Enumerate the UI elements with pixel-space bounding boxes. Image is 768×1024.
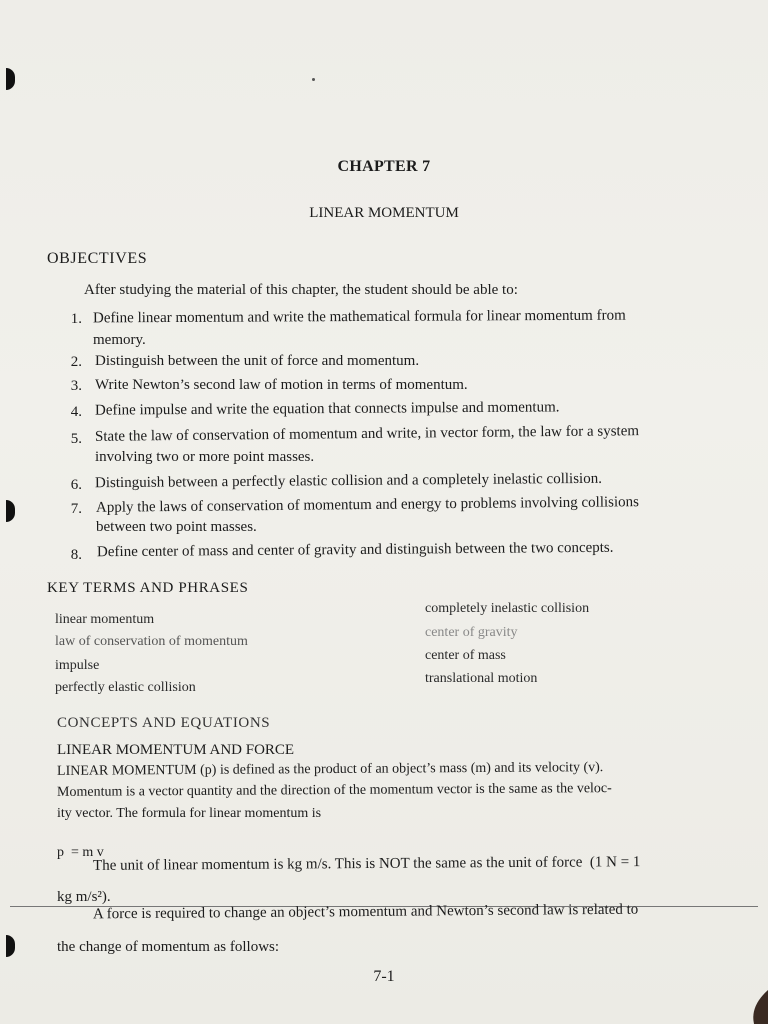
list-item: perfectly elastic collision <box>55 680 196 695</box>
scanned-page: CHAPTER 7 LINEAR MOMENTUM OBJECTIVES After studying the material of this chapter, the student should be able to: 1. Define linear momentum and write the mathematical formula for linear momentum from memory. 2. Distinguish between the unit of force and momentum. 3. Write Newton’s second law of motion in terms of momentum. 4. Define impulse and write the equation that connects impulse and momentum. 5. State the law of conservation of momentum and write, in vector form, the law for a system involving two or more point masses. 6. Distinguish between a perfectly elastic collision and a completely inelastic collision. 7. Apply the laws of conservation of momentum and energy to problems involving collisions between two point masses. 8. Define center of mass and center of gravity and distinguish between the two concepts. KEY TERMS AND PHRASES linear momentum law of conservation of momentum impulse perfectly elastic collision completely inelastic collision center of gravity center of mass translational motion CONCEPTS AND EQUATIONS LINEAR MOMENTUM AND FORCE LINEAR MOMENTUM (p) is defined as the product of an object’s mass (m) and its velocity (v). Momentum is a vector quantity and the direction of the momentum vector is the same as the veloc- ity vector. The formula for linear momentum is p = m v The unit of linear momentum is kg m/s. This is NOT the same as the unit of force (1 N = 1 kg m/s²). A force is required to change an object’s momentum and Newton’s second law is related to the change of momentum as follows: 7-1 <box>0 0 768 1024</box>
page-corner-shadow <box>728 984 768 1024</box>
binder-hole-mark <box>6 500 15 522</box>
objectives-intro: After studying the material of this chapter, the student should be able to: <box>84 282 518 298</box>
chapter-label: CHAPTER 7 <box>337 158 431 175</box>
momentum-formula: p = m v <box>57 845 104 860</box>
list-item: translational motion <box>425 671 538 686</box>
list-item: center of gravity <box>425 625 518 640</box>
binder-hole-mark <box>6 935 15 957</box>
list-item: impulse <box>55 658 100 673</box>
list-item: center of mass <box>425 648 506 663</box>
objectives-heading: OBJECTIVES <box>47 250 148 267</box>
chapter-title: LINEAR MOMENTUM <box>309 205 459 221</box>
section-subheading: LINEAR MOMENTUM AND FORCE <box>57 742 295 758</box>
list-item: law of conservation of momentum <box>55 634 248 649</box>
page-number: 7-1 <box>373 968 395 985</box>
concepts-heading: CONCEPTS AND EQUATIONS <box>57 715 271 731</box>
list-item: linear momentum <box>55 612 155 627</box>
key-terms-heading: KEY TERMS AND PHRASES <box>47 580 249 596</box>
speck <box>312 78 315 81</box>
list-item: completely inelastic collision <box>425 601 590 616</box>
binder-hole-mark <box>6 68 15 90</box>
